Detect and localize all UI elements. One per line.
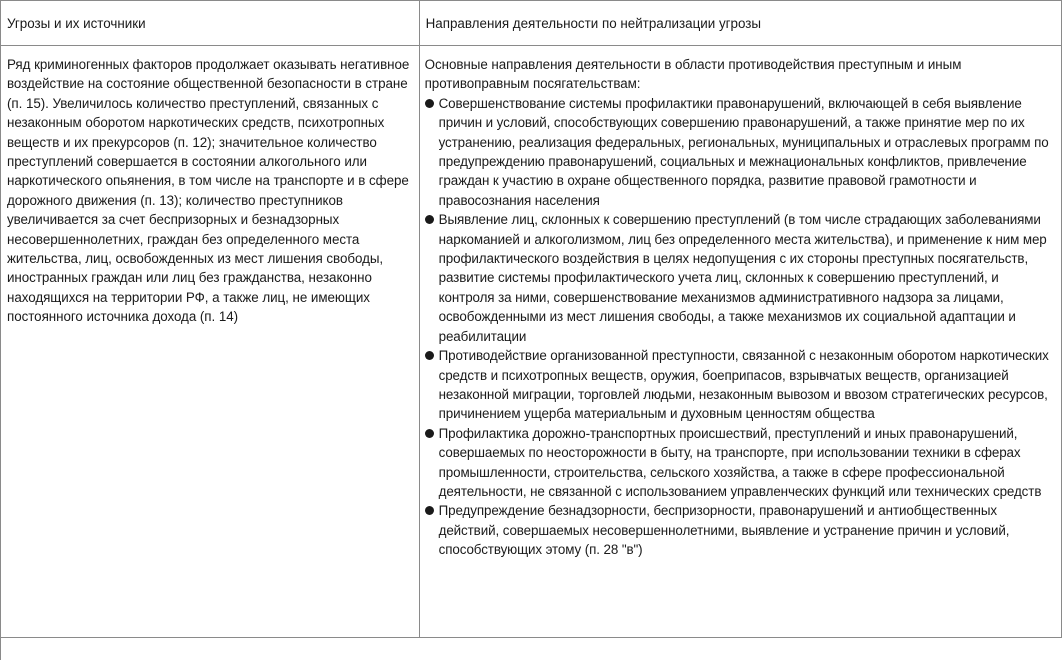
list-item bbox=[425, 210, 1057, 346]
table-header-row bbox=[1, 1, 1062, 46]
direction-text: Совершенствование системы профилактики правонарушений, включающей в себя выявление причин и условий, способствующих совершению правонарушений, а также принятие мер по их устранению, реализация федеральных, региональных, муниципальных и отраслевых программ по предупреждению правонарушений, социальных и межнациональных конфликтов, привлечение граждан к участию в охране общественного порядка, развитие правовой грамотности и правосознания населения bbox=[438, 95, 1049, 208]
directions-list bbox=[425, 94, 1057, 560]
list-item bbox=[425, 346, 1057, 424]
list-item bbox=[425, 94, 1057, 210]
list-item bbox=[425, 424, 1057, 502]
direction-text: Профилактика дорожно-транспортных происшествий, преступлений и иных правонарушений, совершаемых по неосторожности в быту, на транспорте, при использовании техники в сферах промышленности, строительства, сельского хозяйства, а также в сфере профессиональной деятельности, не связанной с использованием управленческих функций или технических средств bbox=[438, 425, 1042, 499]
threats-cell bbox=[1, 46, 420, 637]
direction-text: Выявление лиц, склонных к совершению преступлений (в том числе страдающих заболеваниями наркоманией и алкоголизмом, лиц без определенного места жительства), и применение к ним мер профилактического воздействия в целях недопущения с их стороны преступных посягательств, развитие системы профилактического учета лиц, склонных к совершению преступлений, и контроля за ними, совершенствование механизмов административного надзора за лицами, освобожденными из мест лишения свободы, а также механизмов их социальной адаптации и реабилитации bbox=[438, 212, 1047, 344]
header-threats: Угрозы и их источники bbox=[1, 1, 420, 45]
directions-intro: Основные направления деятельности в области противодействия преступным и иным противоправным посягательствам: bbox=[424, 57, 962, 92]
threat-description: Ряд криминогенных факторов продолжает оказывать негативное воздействие на состояние общественной безопасности в стране (п. 15). Увеличилось количество преступлений, связанных с незаконным оборотом наркотических средств, психотропных веществ и их прекурсоров (п. 12); значительное количество преступлений совершается в состоянии алкогольного или наркотического опьянения, в том числе на транспорте и в сфере дорожного движения (п. 13); количество преступников увеличивается за счет беспризорных и безнадзорных несовершеннолетних, граждан без определенного места жительства, лиц, освобожденных из мест лишения свободы, иностранных граждан или лиц без гражданства, незаконно находящихся на территории РФ, а также лиц, не имеющих постоянного источника дохода (п. 14) bbox=[7, 57, 410, 325]
table-row bbox=[1, 46, 1062, 638]
list-item bbox=[425, 501, 1057, 559]
direction-text: Предупреждение безнадзорности, беспризорности, правонарушений и антиобщественных действий, совершаемых несовершеннолетними, выявление и устранение причин и условий, способствующих этому (п. 28 "в") bbox=[438, 503, 1010, 558]
bullet-icon bbox=[425, 429, 434, 438]
bullet-icon bbox=[425, 215, 434, 224]
bullet-icon bbox=[425, 99, 434, 108]
header-directions: Направления деятельности по нейтрализации угрозы bbox=[420, 1, 1062, 45]
bullet-icon bbox=[425, 506, 434, 515]
bullet-icon bbox=[425, 351, 434, 360]
directions-cell bbox=[420, 46, 1062, 637]
direction-text: Противодействие организованной преступности, связанной с незаконным оборотом наркотических средств и психотропных веществ, оружия, боеприпасов, взрывчатых веществ, организацией незаконной миграции, торговлей людьми, незаконным вывозом и ввозом стратегических ресурсов, причинением ущерба материальным и духовным ценностям общества bbox=[438, 348, 1049, 422]
